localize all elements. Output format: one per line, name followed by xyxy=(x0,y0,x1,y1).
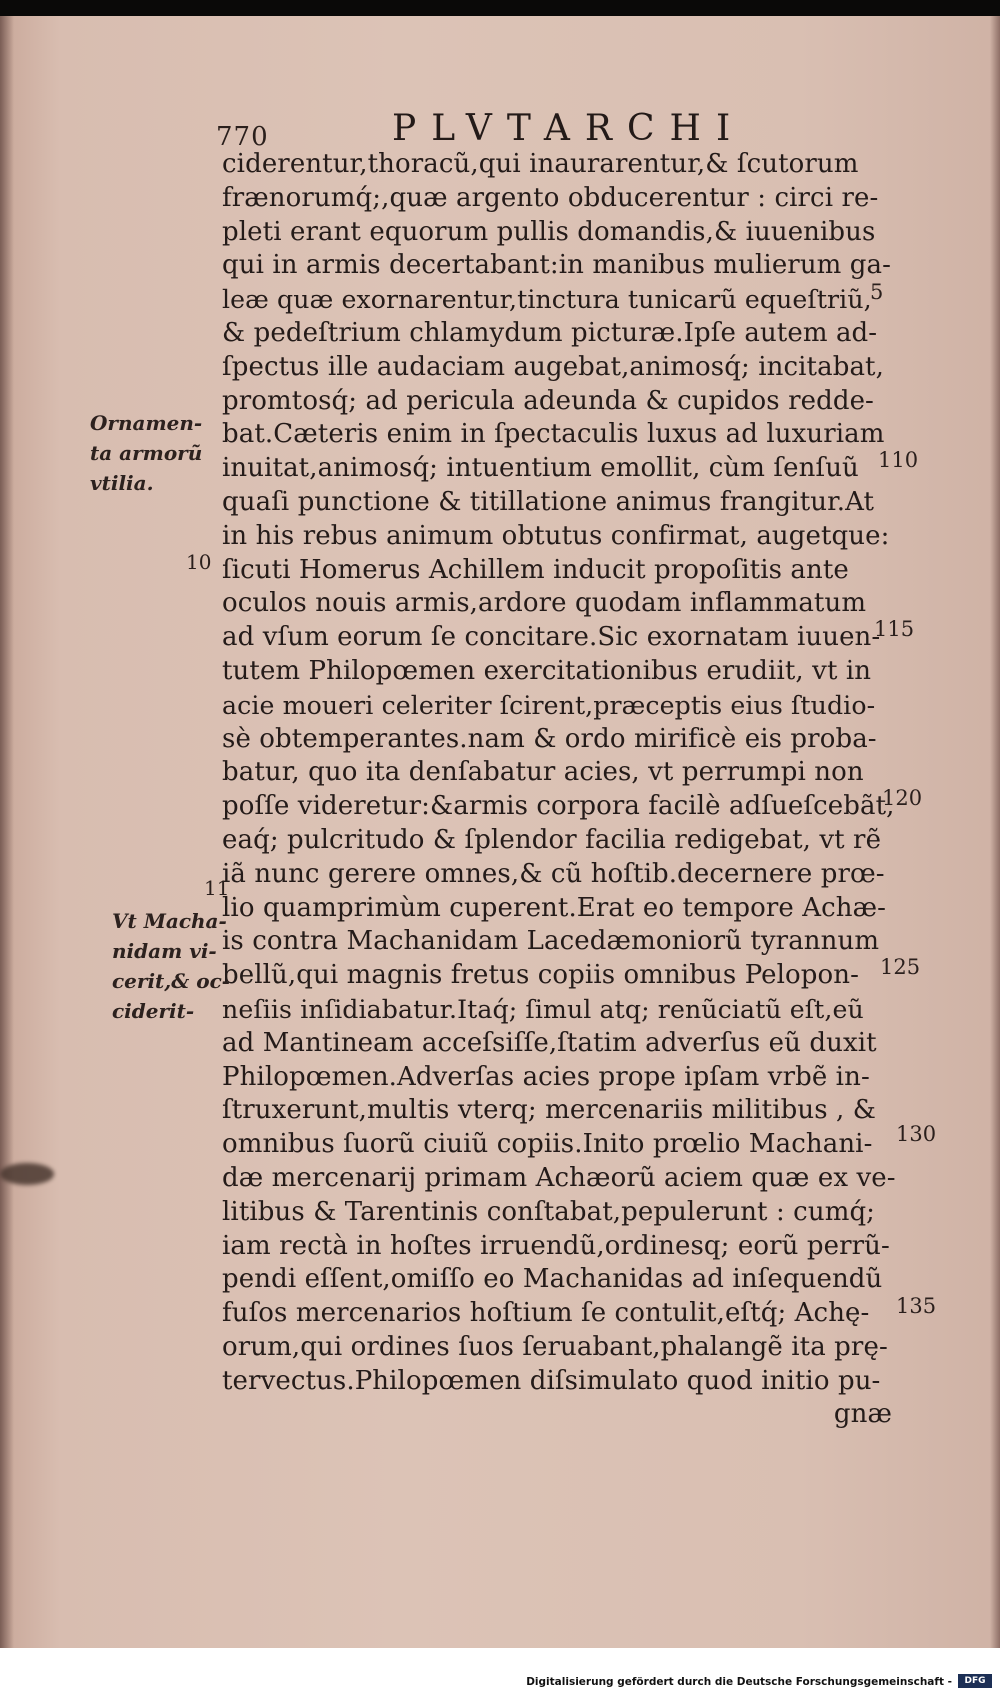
text-line: tutem Philopœmen exercitationibus erudiit, vt in xyxy=(222,655,872,686)
text-line: dæ mercenarij primam Achæorũ aciem quæ ex ve- xyxy=(222,1162,896,1193)
text-line: lio quamprimùm cuperent.Erat eo tempore Achæ- xyxy=(222,892,887,923)
line-number: 120 xyxy=(882,786,923,810)
margin-note-line: Vt Macha- xyxy=(112,909,227,933)
text-line: is contra Machanidam Lacedæmoniorũ tyrannum xyxy=(222,926,880,957)
line-number: 5 xyxy=(870,280,884,304)
line-number: 135 xyxy=(896,1294,937,1318)
line-number: 130 xyxy=(896,1122,937,1146)
margin-note-line: vtilia. xyxy=(90,471,154,495)
book-page xyxy=(0,16,1000,1648)
chapter-number: 11 xyxy=(204,876,230,900)
text-line: in his rebus animum obtutus confirmat, augetque: xyxy=(222,520,890,551)
margin-note xyxy=(112,906,242,1026)
text-line: eaq́; pulcritudo & ſplendor facilia redigebat, vt rẽ xyxy=(222,824,882,855)
page-number: 770 xyxy=(216,122,269,152)
text-line: ciderentur,thoracũ,qui inaurarentur,& ſcutorum xyxy=(222,149,859,179)
text-line: litibus & Tarentinis conſtabat,pepulerunt : cumq́; xyxy=(222,1196,876,1227)
text-line: frænorumq́;,quæ argento obducerentur : circi re- xyxy=(222,182,879,213)
margin-note-line: ta armorũ xyxy=(90,441,203,465)
margin-note-line: cerit,& oc- xyxy=(112,969,231,993)
text-line: promtosq́; ad pericula adeunda & cupidos redde- xyxy=(222,385,874,416)
page-edge-shadow xyxy=(990,16,1000,1648)
text-line: pleti erant equorum pullis domandis,& iuuenibus xyxy=(222,216,876,247)
body-text xyxy=(222,148,902,1432)
margin-note xyxy=(90,408,220,498)
text-line: qui in armis decertabant:in manibus mulierum ga- xyxy=(222,250,892,281)
line-number: 125 xyxy=(880,955,921,979)
text-line: fuſos mercenarios hoſtium ſe contulit,eſtq́; Achę- xyxy=(222,1298,870,1329)
text-line: ad vſum eorum ſe concitare.Sic exornatam iuuen- xyxy=(222,622,881,653)
margin-note-line: ciderit- xyxy=(112,999,195,1023)
text-line: oculos nouis armis,ardore quodam inflammatum xyxy=(222,588,867,619)
text-line: & pedeſtrium chlamydum picturæ.Ipſe autem ad- xyxy=(222,317,878,348)
text-line: ad Mantineam acceſsiſſe,ſtatim adverſus eũ duxit xyxy=(222,1027,877,1058)
text-line: inuitat,animosq́; intuentium emollit, cùm ſenſuũ xyxy=(222,453,859,484)
margin-note-line: nidam vi- xyxy=(112,939,217,963)
gutter-shadow xyxy=(0,16,14,1648)
text-line: bat.Cæteris enim in ſpectaculis luxus ad luxuriam xyxy=(222,419,885,450)
line-number: 110 xyxy=(878,448,919,472)
top-scan-border xyxy=(0,0,1000,16)
text-line: quaſi punctione & titillatione animus frangitur.At xyxy=(222,486,875,517)
catchword: gnæ xyxy=(833,1399,892,1430)
text-line: ſpectus ille audaciam augebat,animosq́; incitabat, xyxy=(222,351,884,382)
text-line: iam rectà in hoſtes irruendũ,ordinesq; eorũ perrũ- xyxy=(222,1230,890,1261)
text-line: sè obtemperantes.nam & ordo mirificè eis proba- xyxy=(222,723,877,754)
text-line: tervectus.Philopœmen diſsimulato quod initio pu- xyxy=(222,1365,881,1396)
funding-credit: Digitalisierung gefördert durch die Deutsche Forschungsgemeinschaft - xyxy=(526,1676,952,1688)
text-line: leæ quæ exornarentur,tinctura tunicarũ equeſtriũ, xyxy=(222,285,872,315)
text-line: Philopœmen.Adverſas acies prope ipſam vrbẽ in- xyxy=(222,1061,870,1092)
running-title: PLVTARCHI xyxy=(392,108,746,149)
text-line: orum,qui ordines ſuos ſeruabant,phalangẽ ita prę- xyxy=(222,1331,888,1362)
text-line: pendi eſſent,omiſſo eo Machanidas ad inſequendũ xyxy=(222,1264,883,1295)
text-line: neſiis inſidiabatur.Itaq́; ſimul atq; renũciatũ eſt,eũ xyxy=(222,994,864,1024)
text-line: batur, quo ita denſabatur acies, vt perrumpi non xyxy=(222,757,864,788)
chapter-number: 10 xyxy=(186,550,212,574)
text-line: ſtruxerunt,multis vterq; mercenariis militibus , & xyxy=(222,1095,876,1126)
text-line: acie moueri celeriter ſcirent,præceptis eius ſtudio- xyxy=(222,690,876,720)
dfg-logo-icon: DFG xyxy=(958,1674,992,1688)
digitization-footer xyxy=(0,1648,1000,1695)
margin-note-line: Ornamen- xyxy=(90,411,203,435)
text-line: omnibus ſuorũ ciuiũ copiis.Inito prœlio Machani- xyxy=(222,1129,873,1160)
text-line: poſſe videretur:&armis corpora facilè adſueſcebãt, xyxy=(222,791,895,822)
running-head xyxy=(0,96,1000,152)
text-line: bellũ,qui magnis fretus copiis omnibus Pelopon- xyxy=(222,960,860,991)
ink-smudge xyxy=(0,1163,54,1185)
text-line: iã nunc gerere omnes,& cũ hoſtib.decernere prœ- xyxy=(222,858,885,889)
line-number: 115 xyxy=(874,617,915,641)
text-line: ſicuti Homerus Achillem inducit propoſitis ante xyxy=(222,554,849,585)
